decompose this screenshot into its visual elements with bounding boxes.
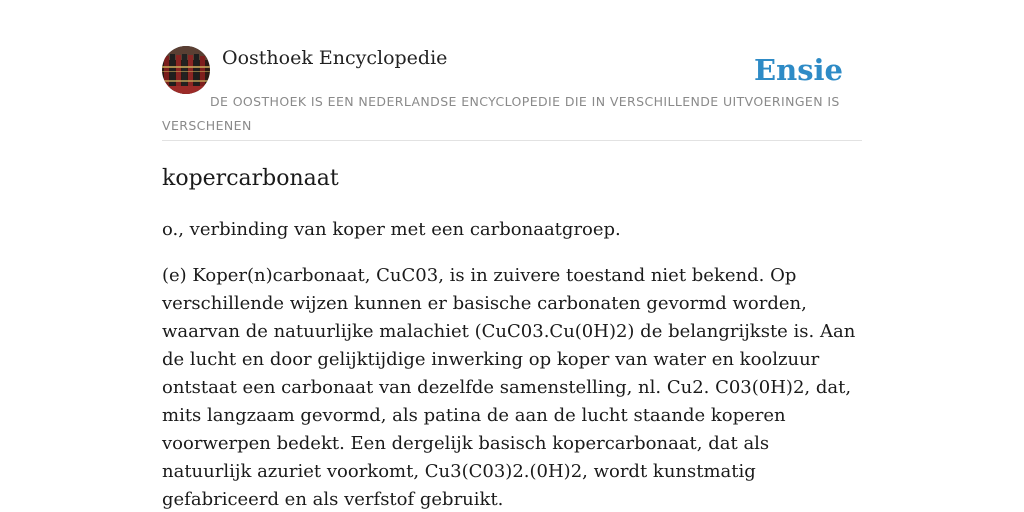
article-title: kopercarbonaat <box>162 166 339 191</box>
article-paragraph: (e) Koper(n)carbonaat, CuC03, is in zuivere toestand niet bekend. Op verschillende wijzen kunnen er basische carbonaten gevormd worden, waarvan de natuurlijke malachiet (CuC03.Cu(0H)2) de belangrijkste is. Aan de lucht en door gelijktijdige inwerking op koper van water en koolzuur ontstaat een carbonaat van dezelfde samenstelling, nl. Cu2. C03(0H)2, dat, mits langzaam gevormd, als patina de aan de lucht staande koperen voorwerpen bedekt. Een dergelijk basisch kopercarbonaat, dat als natuurlijk azuriet voorkomt, Cu3(C03)2.(0H)2, wordt kunstmatig gefabriceerd en als verfstof gebruikt. <box>162 265 856 510</box>
article <box>162 162 862 510</box>
article-paragraph: o., verbinding van koper met een carbonaatgroep. <box>162 219 621 240</box>
brand-logo[interactable]: Ensie <box>754 53 843 87</box>
source-avatar[interactable] <box>162 46 210 94</box>
book-spines-icon <box>162 46 210 94</box>
source-title[interactable]: Oosthoek Encyclopedie <box>222 47 448 69</box>
source-tagline: DE OOSTHOEK IS EEN NEDERLANDSE ENCYCLOPEDIE DIE IN VERSCHILLENDE UITVOERINGEN IS VERSCHENEN <box>162 94 840 133</box>
source-header <box>162 46 862 141</box>
